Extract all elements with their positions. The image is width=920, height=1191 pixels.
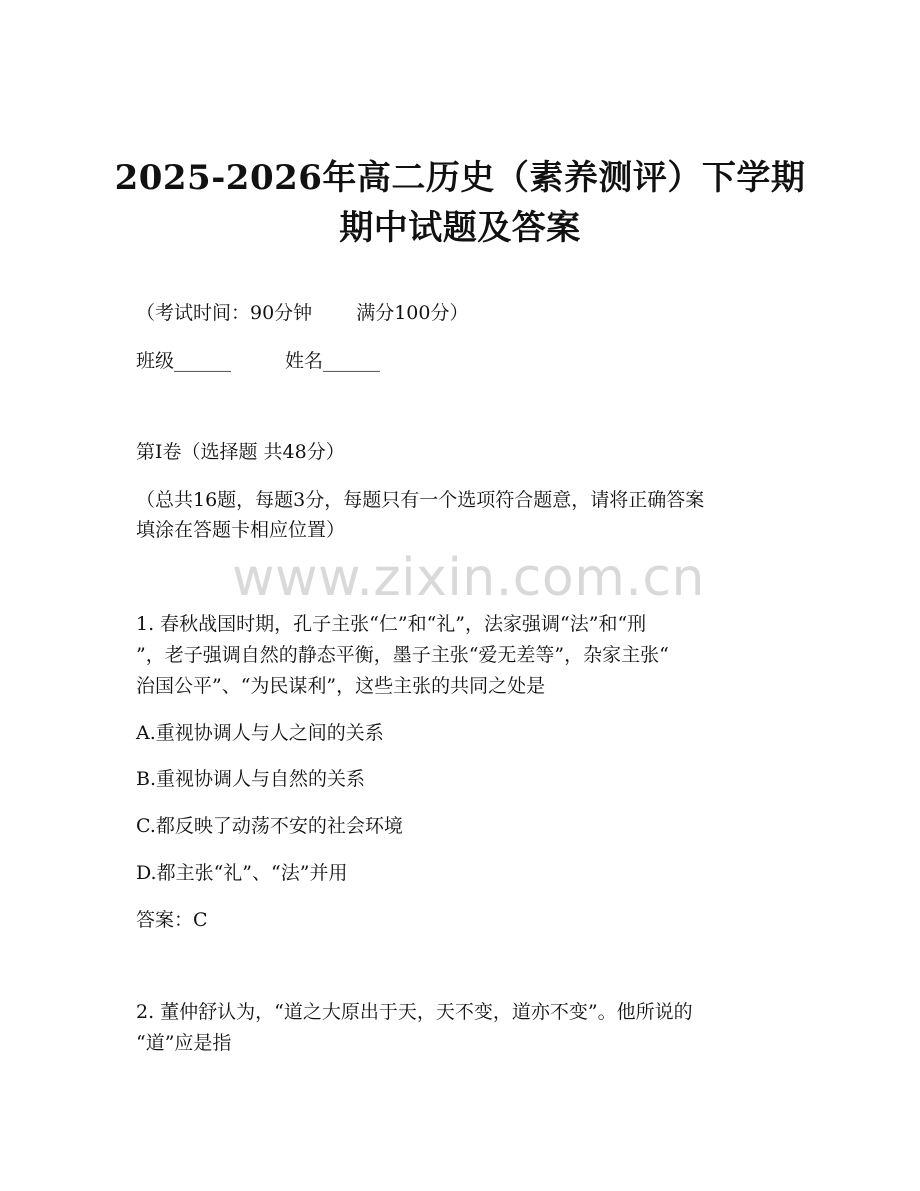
exam-score: 满分100分） [356,302,469,324]
document-title-line-2: 期中试题及答案 [339,208,581,248]
class-field: 班级______ [136,350,232,372]
question-1-option-b: B.重视协调人与自然的关系 [136,768,366,790]
name-field: 姓名______ [285,350,381,372]
exam-time: （考试时间：90分钟 [136,302,313,324]
document-title-line-1: 2025-2026年高二历史（素养测评）下学期 [114,158,806,198]
student-info [136,347,380,375]
section-instruction-line-2: 填涂在答题卡相应位置） [136,519,346,541]
section-title: 第I卷（选择题 共48分） [136,441,345,463]
section-instruction-line-1: （总共16题，每题3分，每题只有一个选项符合题意，请将正确答案 [136,489,705,511]
question-1-option-c: C.都反映了动荡不安的社会环境 [136,815,403,837]
question-1-stem-line-1: 1. 春秋战国时期，孔子主张“仁”和“礼”，法家强调“法”和“刑 [136,613,647,635]
question-1-answer: 答案：C [136,909,208,931]
watermark: www.zixin.com.cn [232,548,705,608]
question-1-option-d: D.都主张“礼”、“法”并用 [136,862,348,884]
question-2-stem-line-1: 2. 董仲舒认为，“道之大原出于天，天不变，道亦不变”。他所说的 [136,1001,693,1023]
question-2-stem-line-2: “道”应是指 [136,1032,232,1054]
question-1-stem-line-3: 治国公平”、“为民谋利”，这些主张的共同之处是 [136,675,546,697]
question-1-option-a: A.重视协调人与人之间的关系 [136,722,384,744]
question-1-stem-line-2: ”，老子强调自然的静态平衡，墨子主张“爱无差等”，杂家主张“ [136,644,669,666]
exam-info [136,299,468,327]
